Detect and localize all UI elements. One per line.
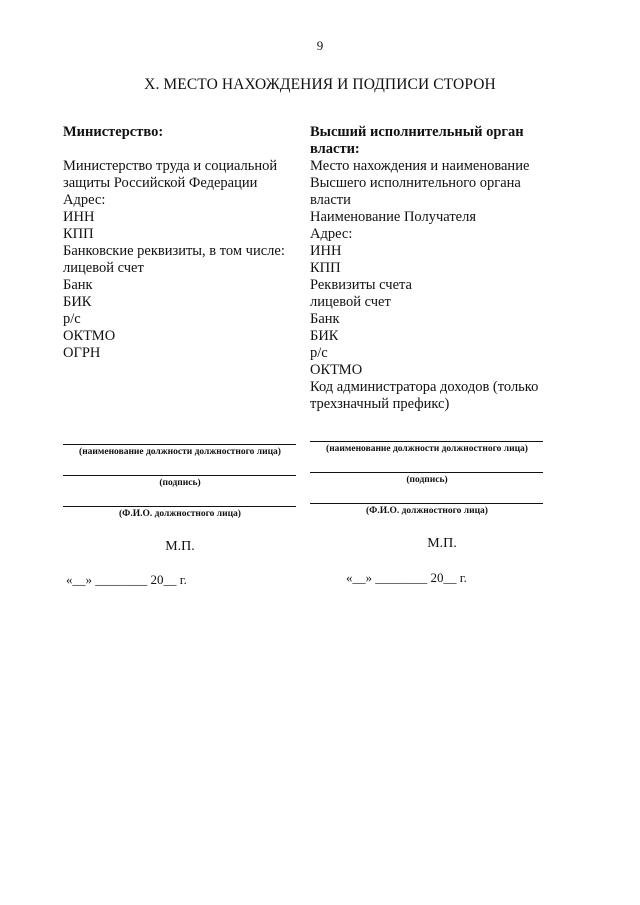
section-title: X. МЕСТО НАХОЖДЕНИЯ И ПОДПИСИ СТОРОН <box>144 76 496 93</box>
executive-field-revenue-admin-code: Код администратора доходов (только трехзначный префикс) <box>310 379 539 412</box>
executive-signature-line[interactable] <box>310 472 543 473</box>
executive-field-location-name: Место нахождения и наименование Высшего исполнительного органа власти <box>310 158 530 208</box>
ministry-field-address: Адрес: <box>63 192 106 208</box>
executive-field-oktmo: ОКТМО <box>310 362 363 378</box>
executive-body-heading: Высший исполнительный орган власти: <box>310 124 524 157</box>
ministry-heading: Министерство: <box>63 124 164 140</box>
ministry-name-caption: (Ф.И.О. должностного лица) <box>119 509 241 519</box>
executive-date-line[interactable]: «__» ________ 20__ г. <box>346 570 467 585</box>
executive-signature-caption: (подпись) <box>406 475 448 485</box>
executive-field-personal-account: лицевой счет <box>310 294 391 310</box>
ministry-name-line[interactable] <box>63 506 296 507</box>
executive-field-address: Адрес: <box>310 226 353 242</box>
executive-field-inn: ИНН <box>310 243 342 259</box>
ministry-field-bik: БИК <box>63 294 92 310</box>
ministry-signature-line[interactable] <box>63 475 296 476</box>
ministry-field-oktmo: ОКТМО <box>63 328 116 344</box>
executive-field-kpp: КПП <box>310 260 341 276</box>
executive-body-column <box>310 124 580 413</box>
ministry-field-inn: ИНН <box>63 209 95 225</box>
executive-field-account-details: Реквизиты счета <box>310 277 412 293</box>
ministry-field-settlement-account: р/с <box>63 311 81 327</box>
executive-field-recipient-name: Наименование Получателя <box>310 209 477 225</box>
ministry-field-bank-details: Банковские реквизиты, в том числе: <box>63 243 285 259</box>
ministry-org-name: Министерство труда и социальной защиты Российской Федерации <box>63 158 278 191</box>
page-number: 9 <box>316 38 324 53</box>
ministry-position-line[interactable] <box>63 444 296 445</box>
ministry-field-personal-account: лицевой счет <box>63 260 144 276</box>
ministry-column <box>63 124 303 362</box>
ministry-field-ogrn: ОГРН <box>63 345 101 361</box>
executive-position-line[interactable] <box>310 441 543 442</box>
executive-field-settlement-account: р/с <box>310 345 328 361</box>
executive-field-bank: Банк <box>310 311 340 327</box>
executive-name-line[interactable] <box>310 503 543 504</box>
ministry-stamp-place: М.П. <box>165 539 195 554</box>
ministry-signature-caption: (подпись) <box>159 478 201 488</box>
executive-field-bik: БИК <box>310 328 339 344</box>
ministry-position-caption: (наименование должности должностного лица) <box>79 447 281 457</box>
ministry-field-bank: Банк <box>63 277 93 293</box>
executive-name-caption: (Ф.И.О. должностного лица) <box>366 506 488 516</box>
executive-position-caption: (наименование должности должностного лица) <box>326 444 528 454</box>
ministry-date-line[interactable]: «__» ________ 20__ г. <box>66 572 187 587</box>
ministry-field-kpp: КПП <box>63 226 94 242</box>
executive-stamp-place: М.П. <box>427 536 457 551</box>
